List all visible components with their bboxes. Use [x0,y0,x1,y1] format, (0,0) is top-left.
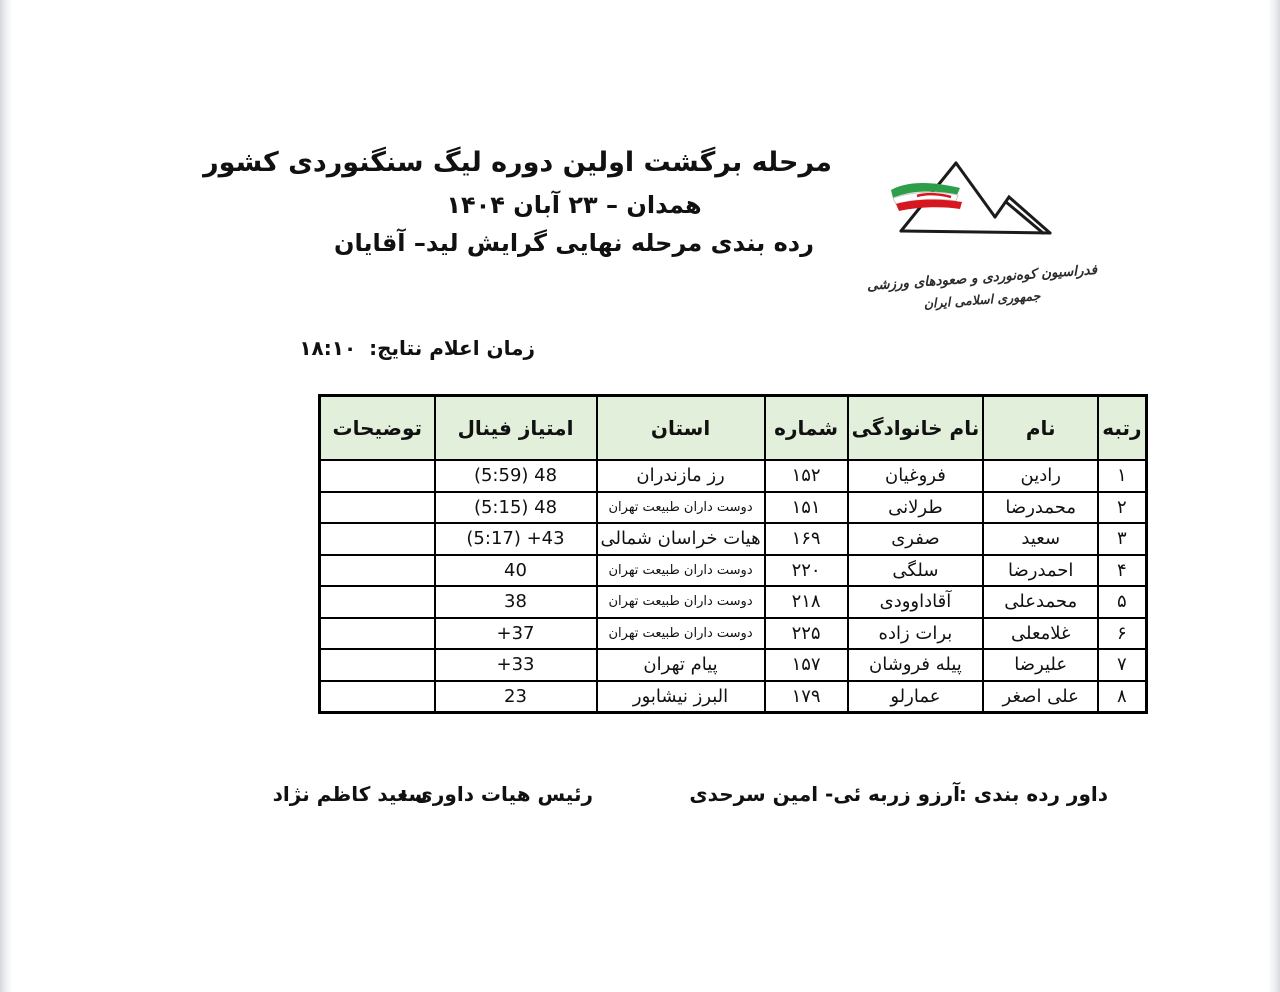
announce-time-value: ۱۸:۱۰ [299,336,357,360]
province-cell: دوست داران طبیعت تهران [597,492,765,524]
results-table [318,394,1148,714]
ranking-judge-names: آرزو زربه ئی- امین سرحدی [689,782,960,806]
notes-cell [320,681,435,713]
rank-cell: ۳ [1098,523,1146,555]
rank-cell: ۱ [1098,460,1146,492]
header-row [320,396,1147,461]
rank-cell: ۵ [1098,586,1146,618]
last-name-cell: سلگی [848,555,984,587]
first-name-cell: محمدعلی [983,586,1098,618]
col-header-province: استان [597,396,765,461]
notes-cell [320,586,435,618]
table-row [320,555,1147,587]
title-block [203,147,832,257]
first-name-cell: علیرضا [983,649,1098,681]
federation-name-line2: جمهوری اسلامی ایران [923,287,1041,312]
last-name-cell: صفری [848,523,984,555]
table-row [320,460,1147,492]
page-right-edge-shadow [1268,0,1280,992]
rank-cell: ۴ [1098,555,1146,587]
final-score-cell: +37 [435,618,597,650]
rank-cell: ۶ [1098,618,1146,650]
last-name-cell: برات زاده [848,618,984,650]
notes-cell [320,555,435,587]
province-cell: دوست داران طبیعت تهران [597,618,765,650]
col-header-rank: رتبه [1098,396,1146,461]
notes-cell [320,460,435,492]
bib-number-cell: ۱۶۹ [765,523,848,555]
notes-cell [320,492,435,524]
bib-number-cell: ۱۵۷ [765,649,848,681]
announce-label: زمان اعلام نتایج: [369,336,535,360]
last-name-cell: طرلانی [848,492,984,524]
jury-president-label: رئیس هیات داوری : [399,782,593,806]
first-name-cell: رادین [983,460,1098,492]
final-score-cell: 38 [435,586,597,618]
final-score-cell: (5:59) 48 [435,460,597,492]
col-header-score: امتیاز فینال [435,396,597,461]
federation-name-line1: فدراسیون کوه‌نوردی و صعودهای ورزشی [866,261,1098,295]
rank-cell: ۷ [1098,649,1146,681]
federation-logo [852,142,1112,342]
last-name-cell: عمارلو [848,681,984,713]
col-header-notes: توضیحات [320,396,435,461]
bib-number-cell: ۱۵۱ [765,492,848,524]
table-row [320,649,1147,681]
first-name-cell: علی اصغر [983,681,1098,713]
bib-number-cell: ۲۲۰ [765,555,848,587]
province-cell: هیات خراسان شمالی [597,523,765,555]
jury-president-name: سعید کاظم نژاد [272,782,428,806]
col-header-lastname: نام خانوادگی [848,396,984,461]
province-cell: پیام تهران [597,649,765,681]
results-body [320,460,1147,713]
last-name-cell: آقاداوودی [848,586,984,618]
final-score-cell: 23 [435,681,597,713]
final-score-cell: +33 [435,649,597,681]
bib-number-cell: ۱۵۲ [765,460,848,492]
first-name-cell: سعید [983,523,1098,555]
bib-number-cell: ۲۱۸ [765,586,848,618]
final-score-cell: 40 [435,555,597,587]
announce-time-line [299,336,535,360]
table-row [320,618,1147,650]
page-title: مرحله برگشت اولین دوره لیگ سنگنوردی کشور [203,147,832,178]
province-cell: البرز نیشابور [597,681,765,713]
final-score-cell: (5:15) 48 [435,492,597,524]
province-cell: رز مازندران [597,460,765,492]
table-row [320,492,1147,524]
col-header-bib: شماره [765,396,848,461]
notes-cell [320,649,435,681]
final-score-cell: (5:17) +43 [435,523,597,555]
first-name-cell: غلامعلی [983,618,1098,650]
category-subtitle: رده بندی مرحله نهایی گرایش لید– آقایان [334,229,814,257]
first-name-cell: محمدرضا [983,492,1098,524]
first-name-cell: احمدرضا [983,555,1098,587]
last-name-cell: پیله فروشان [848,649,984,681]
table-row [320,523,1147,555]
ranking-judge-label: داور رده بندی : [958,782,1108,806]
table-row [320,586,1147,618]
col-header-firstname: نام [983,396,1098,461]
last-name-cell: فروغیان [848,460,984,492]
page-left-edge-shadow [0,0,12,992]
rank-cell: ۲ [1098,492,1146,524]
mountain-icon [857,142,1107,272]
bib-number-cell: ۱۷۹ [765,681,848,713]
province-cell: دوست داران طبیعت تهران [597,555,765,587]
rank-cell: ۸ [1098,681,1146,713]
iran-flag-icon [891,183,962,211]
event-date-location: همدان – ۲۳ آبان ۱۴۰۴ [446,191,702,219]
table-row [320,681,1147,713]
notes-cell [320,523,435,555]
province-cell: دوست داران طبیعت تهران [597,586,765,618]
notes-cell [320,618,435,650]
bib-number-cell: ۲۲۵ [765,618,848,650]
